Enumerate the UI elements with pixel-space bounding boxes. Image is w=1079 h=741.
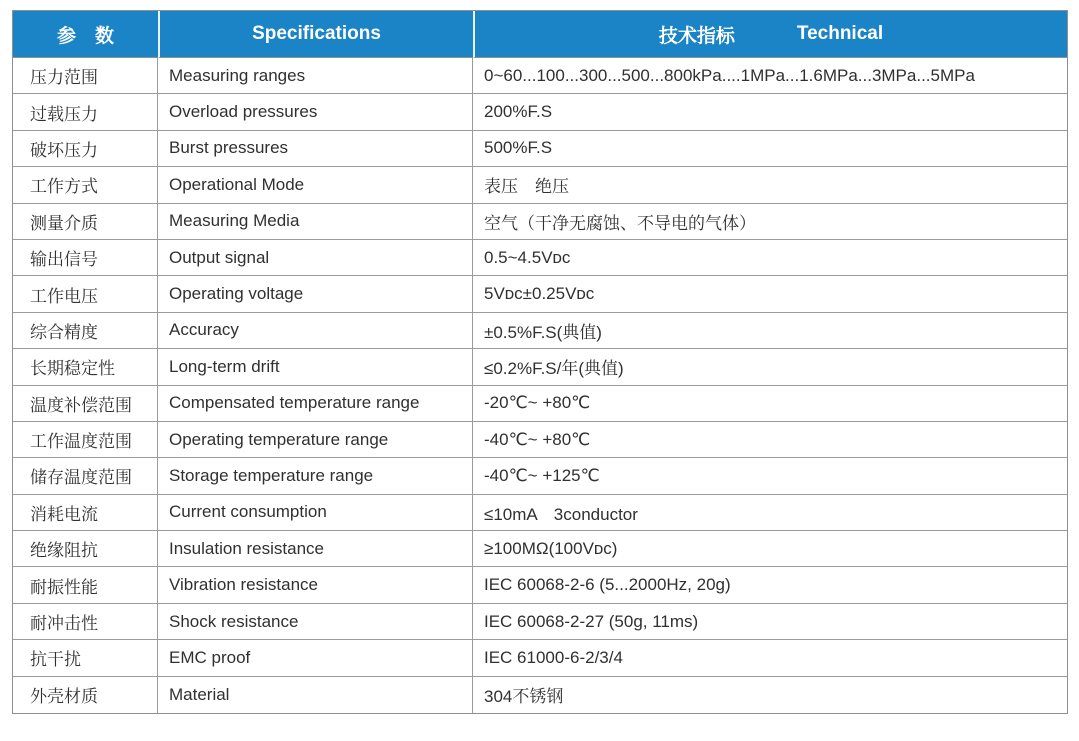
table-row [13, 349, 1067, 385]
table-row [13, 677, 1067, 713]
parameter-name-en: Storage temperature range [158, 458, 473, 494]
parameter-name-en: Long-term drift [158, 349, 473, 385]
header-specifications: Specifications [158, 11, 473, 58]
header-technical-en: Technical [796, 23, 884, 44]
parameter-name-en: Material [158, 677, 473, 713]
parameter-name-en: Shock resistance [158, 604, 473, 640]
parameter-name-zh: 工作温度范围 [13, 422, 158, 458]
parameter-name-en: Burst pressures [158, 131, 473, 167]
parameter-name-en: Output signal [158, 240, 473, 276]
table-row [13, 313, 1067, 349]
parameter-name-en: Overload pressures [158, 94, 473, 130]
parameter-value: IEC 61000-6-2/3/4 [473, 640, 1067, 676]
table-row [13, 531, 1067, 567]
specifications-table-container [12, 10, 1068, 714]
parameter-name-en: Accuracy [158, 313, 473, 349]
parameter-value: -40℃~ +80℃ [473, 422, 1067, 458]
header-technical-zh: 技术指标 [658, 25, 735, 47]
parameter-value: 0.5~4.5Vᴅᴄ [473, 240, 1067, 276]
table-row [13, 386, 1067, 422]
parameter-value: -40℃~ +125℃ [473, 458, 1067, 494]
table-row [13, 495, 1067, 531]
header-technical-labels [659, 21, 883, 48]
parameter-name-en: Vibration resistance [158, 567, 473, 603]
table-row [13, 204, 1067, 240]
parameter-name-zh: 输出信号 [13, 240, 158, 276]
parameter-name-zh: 消耗电流 [13, 495, 158, 531]
parameter-name-zh: 工作电压 [13, 276, 158, 312]
parameter-name-zh: 外壳材质 [13, 677, 158, 713]
parameter-name-zh: 工作方式 [13, 167, 158, 203]
table-row [13, 276, 1067, 312]
header-parameter: 参 数 [13, 11, 158, 58]
header-technical [473, 11, 1067, 58]
parameter-value: ≤10mA 3conductor [473, 495, 1067, 531]
parameter-name-zh: 绝缘阻抗 [13, 531, 158, 567]
parameter-value: 5Vᴅᴄ±0.25Vᴅᴄ [473, 276, 1067, 312]
table-row [13, 422, 1067, 458]
table-row [13, 458, 1067, 494]
parameter-name-en: Current consumption [158, 495, 473, 531]
parameter-name-en: Operating temperature range [158, 422, 473, 458]
parameter-value: ≥100MΩ(100Vᴅᴄ) [473, 531, 1067, 567]
parameter-name-zh: 温度补偿范围 [13, 386, 158, 422]
parameter-name-zh: 耐振性能 [13, 567, 158, 603]
parameter-value: 304不锈钢 [484, 687, 564, 707]
parameter-name-zh: 压力范围 [13, 58, 158, 94]
parameter-value: IEC 60068-2-6 (5...2000Hz, 20g) [473, 567, 1067, 603]
parameter-name-en: Insulation resistance [158, 531, 473, 567]
parameter-name-en: Operational Mode [158, 167, 473, 203]
table-row [13, 567, 1067, 603]
parameter-name-en: Measuring Media [158, 204, 473, 240]
parameter-value: ±0.5%F.S(典值) [473, 313, 1067, 349]
parameter-name-zh: 储存温度范围 [13, 458, 158, 494]
table-row [13, 640, 1067, 676]
parameter-name-en: Compensated temperature range [158, 386, 473, 422]
parameter-value: IEC 60068-2-27 (50g, 11ms) [473, 604, 1067, 640]
parameter-name-en: Measuring ranges [158, 58, 473, 94]
parameter-name-zh: 过载压力 [13, 94, 158, 130]
specifications-table [13, 11, 1067, 713]
parameter-value: 500%F.S [473, 131, 1067, 167]
parameter-value: 表压 绝压 [473, 167, 1067, 203]
parameter-name-zh: 测量介质 [13, 204, 158, 240]
table-row [13, 94, 1067, 130]
parameter-value: 0~60...100...300...500...800kPa....1MPa...1.6MPa...3MPa...5MPa [473, 58, 1067, 94]
table-row [13, 604, 1067, 640]
table-row [13, 240, 1067, 276]
parameter-value: 200%F.S [473, 94, 1067, 130]
parameter-name-zh: 长期稳定性 [13, 349, 158, 385]
parameter-name-en: EMC proof [158, 640, 473, 676]
table-row [13, 131, 1067, 167]
parameter-name-zh: 抗干扰 [13, 640, 158, 676]
parameter-name-en: Operating voltage [158, 276, 473, 312]
parameter-value: ≤0.2%F.S/年(典值) [473, 349, 1067, 385]
parameter-name-zh: 综合精度 [13, 313, 158, 349]
parameter-value: 空气（干净无腐蚀、不导电的气体） [473, 204, 1067, 240]
parameter-name-zh: 破坏压力 [13, 131, 158, 167]
table-row [13, 167, 1067, 203]
parameter-value: -20℃~ +80℃ [473, 386, 1067, 422]
table-header-row [13, 11, 1067, 58]
table-row [13, 58, 1067, 94]
parameter-name-zh: 耐冲击性 [13, 604, 158, 640]
